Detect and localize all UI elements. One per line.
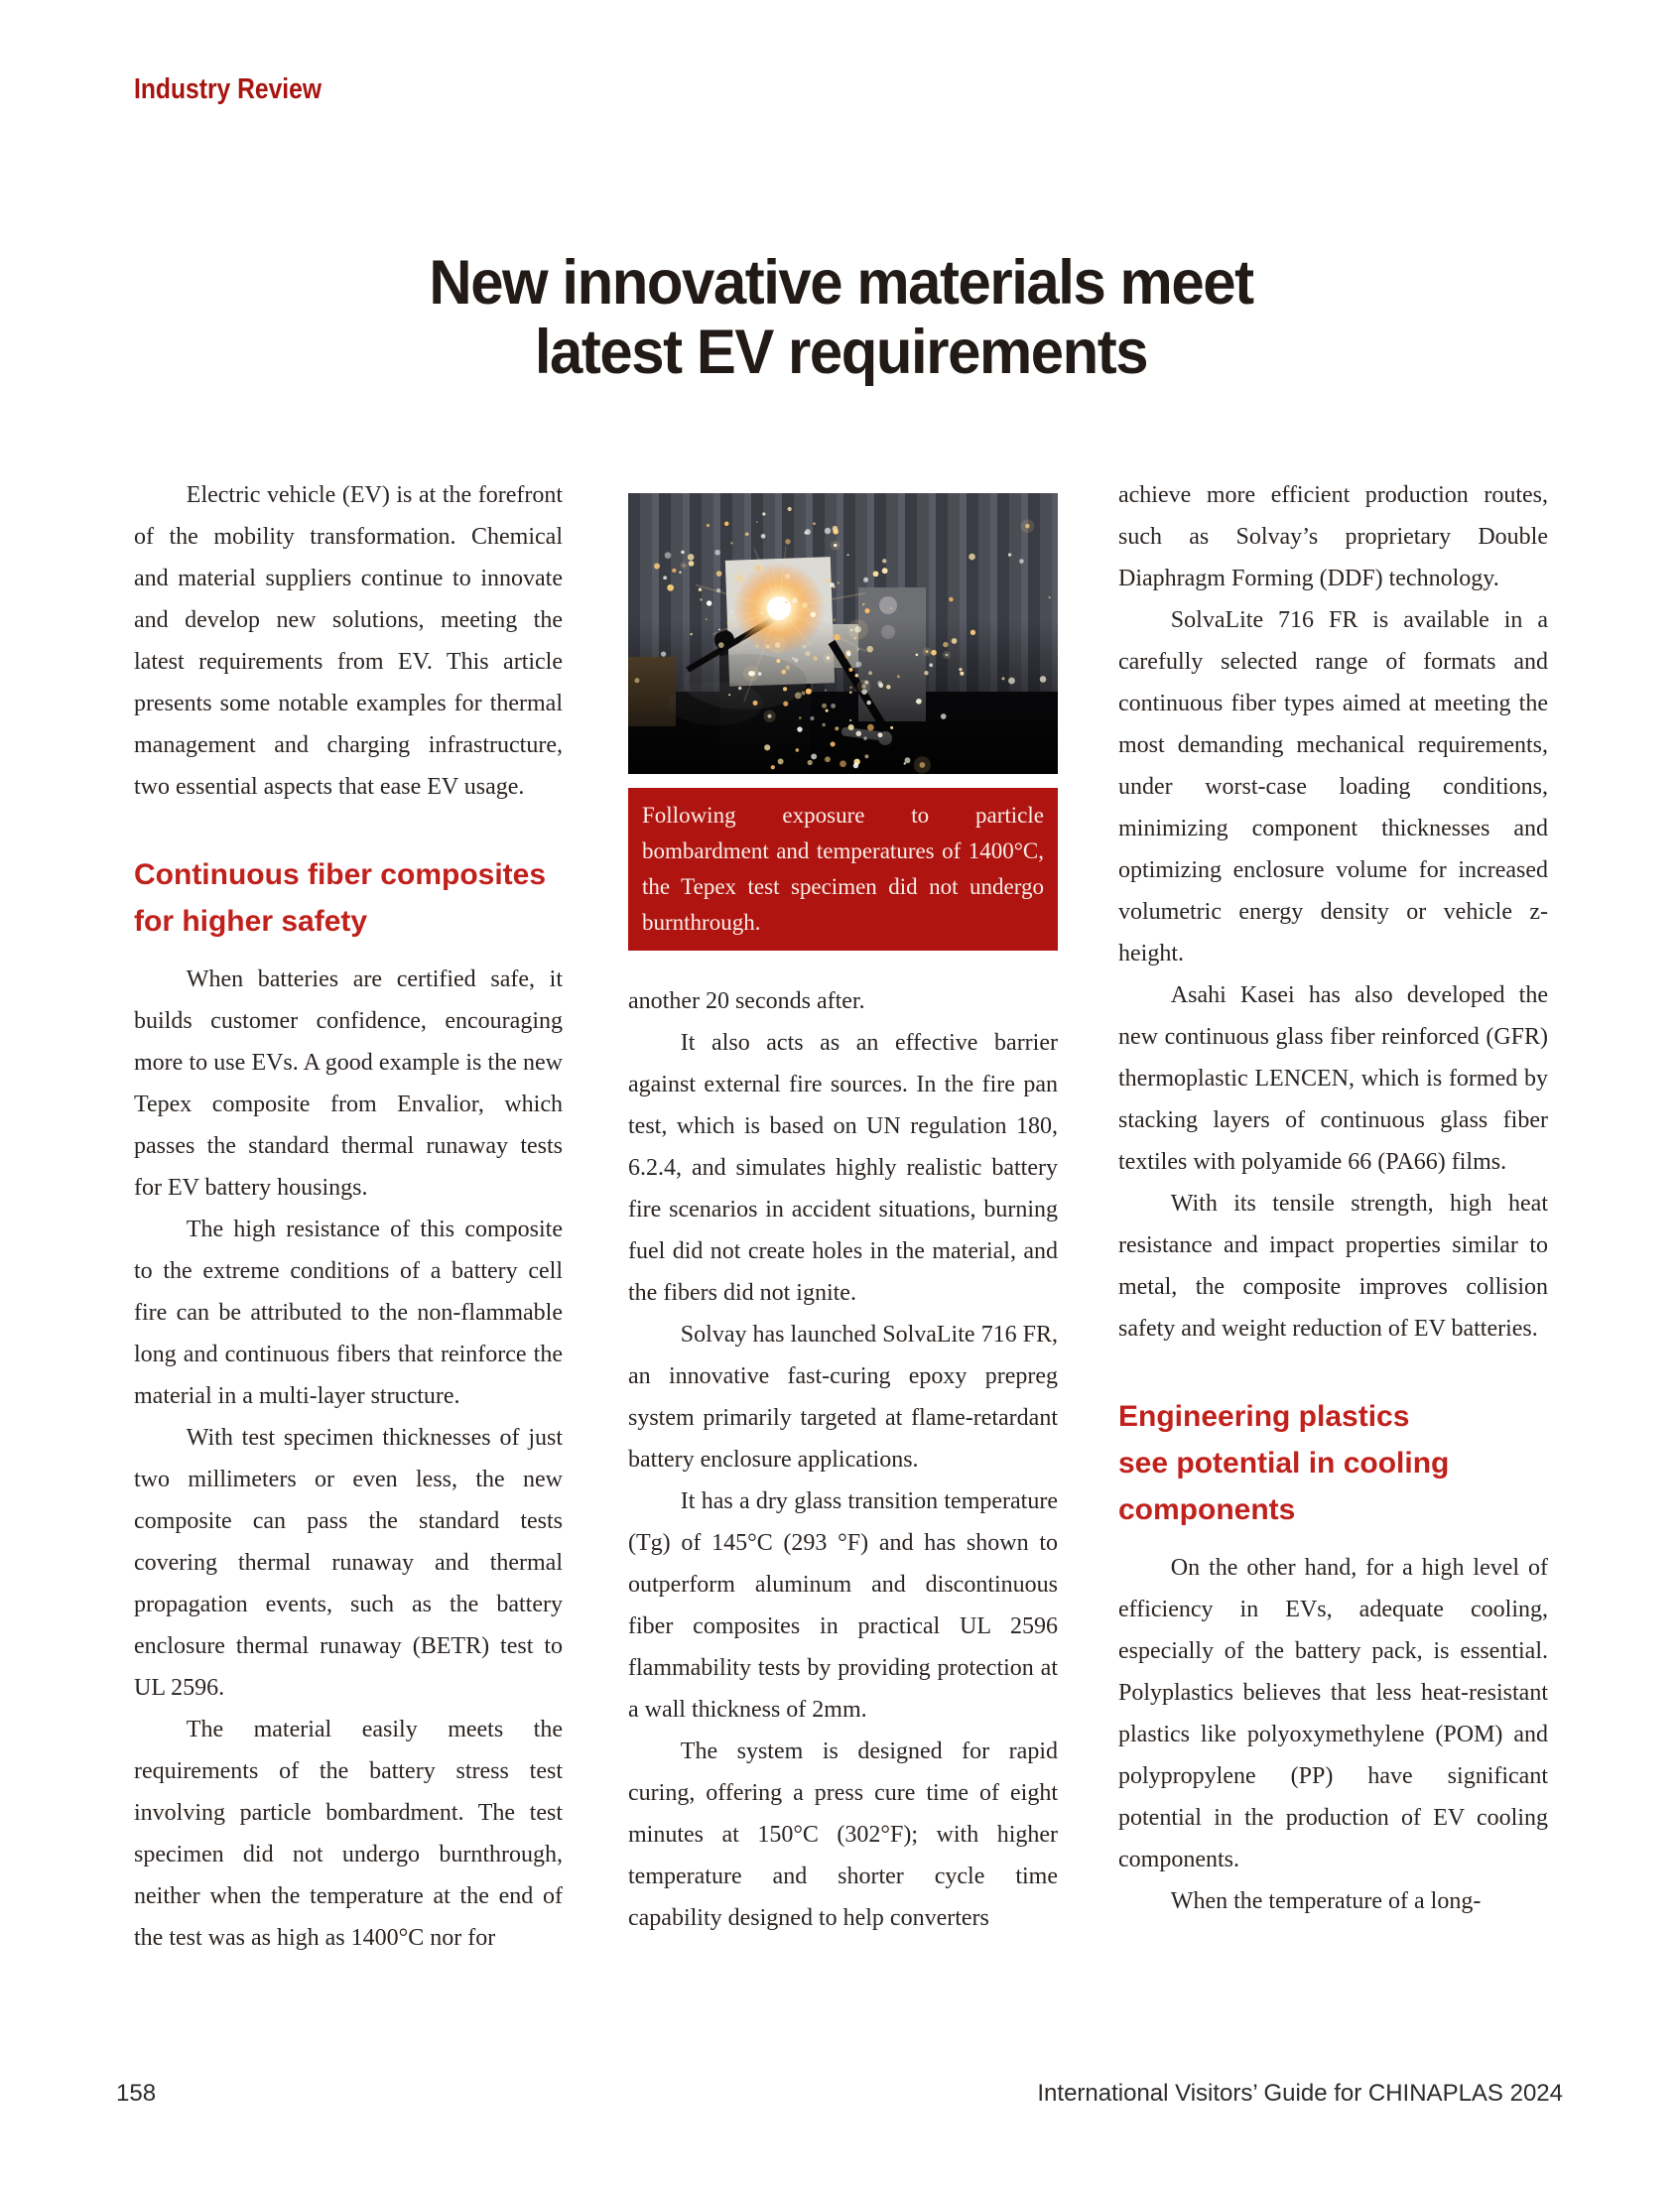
section-heading-engineering-plastics [1118,1393,1548,1533]
paragraph-intro: Electric vehicle (EV) is at the forefront of the mobility transformation. Chemical and material suppliers continue to innovate and develop new solutions, meeting the latest requirements from EV. This article presents some notable examples for thermal management and charging infrastructure, two essential aspects that ease EV usage. [134,482,563,800]
paragraph: The high resistance of this composite to the extreme conditions of a battery cell fire can be attributed to the non-flammable long and continuous fibers that reinforce the material in a multi-layer structure. [134,1217,563,1409]
footer-publication-title: International Visitors’ Guide for CHINAPLAS 2024 [1037,2080,1563,2107]
photo-caption: Following exposure to particle bombardment and temperatures of 1400°C, the Tepex test specimen did not undergo burnthrough. [628,788,1058,951]
paragraph: It has a dry glass transition temperature (Tg) of 145°C (293 °F) and has shown to outperform aluminum and discontinuous fiber composites in practical UL 2596 flammability tests by providing protection at a wall thickness of 2mm. [628,1488,1058,1723]
paragraph: Solvay has launched SolvaLite 716 FR, an innovative fast-curing epoxy prepreg system primarily targeted at flame-retardant battery enclosure applications. [628,1322,1058,1473]
paragraph: With its tensile strength, high heat resistance and impact properties similar to metal, the composite improves collision safety and weight reduction of EV batteries. [1118,1191,1548,1342]
text-column-3 [1118,474,1548,1922]
paragraph: Asahi Kasei has also developed the new continuous glass fiber reinforced (GFR) thermoplastic LENCEN, which is formed by stacking layers of continuous glass fiber textiles with polyamide 66 (PA66) films. [1118,982,1548,1175]
paragraph: With test specimen thicknesses of just two millimeters or even less, the new composite can pass the standard tests covering thermal runaway and thermal propagation events, such as the battery enclosure thermal runaway (BETR) test to UL 2596. [134,1425,563,1701]
spark-test-photo [628,493,1058,774]
heading-line: components [1118,1493,1296,1526]
article-title [170,248,1513,387]
paragraph: The system is designed for rapid curing, offering a press cure time of eight minutes at 150°C (302°F); with higher temperature and shorter cycle time capability designed to help converters [628,1738,1058,1931]
page-number: 158 [116,2080,157,2107]
paragraph: When the temperature of a long- [1170,1888,1482,1914]
paragraph-continuation: another 20 seconds after. [628,988,865,1014]
paragraph: On the other hand, for a high level of efficiency in EVs, adequate cooling, especially of the battery pack, is essential. Polyplastics believes that less heat-resistant plastics like polyoxymethylene (POM) and polypropylene (PP) have significant potential in the production of EV cooling components. [1118,1555,1548,1872]
heading-line: Continuous fiber composites [134,858,547,891]
paragraph-continuation: achieve more efficient production routes, such as Solvay’s proprietary Double Diaphragm Forming (DDF) technology. [1118,482,1548,591]
paragraph: The material easily meets the requirements of the battery stress test involving particle bombardment. The test specimen did not undergo burnthrough, neither when the temperature at the end of the test was as high as 1400°C nor for [134,1717,563,1951]
section-kicker: Industry Review [134,73,323,105]
text-column-2 [628,493,1058,1939]
article-title-line-2: latest EV requirements [534,318,1148,387]
spark-test-photo-graphic [628,493,1058,774]
text-column-1 [134,474,563,1959]
heading-line: for higher safety [134,905,368,938]
section-heading-continuous-fiber-composites [134,851,563,945]
heading-line: Engineering plastics [1118,1400,1410,1433]
paragraph: It also acts as an effective barrier against external fire sources. In the fire pan test, which is based on UN regulation 180, 6.2.4, and simulates highly realistic battery fire scenarios in accident situations, burning fuel did not create holes in the material, and the fibers did not ignite. [628,1030,1058,1306]
paragraph: When batteries are certified safe, it builds customer confidence, encouraging more to use EVs. A good example is the new Tepex composite from Envalior, which passes the standard thermal runaway tests for EV battery housings. [134,966,563,1201]
paragraph: SolvaLite 716 FR is available in a carefully selected range of formats and continuous fiber types aimed at meeting the most demanding mechanical requirements, under worst-case loading conditions, minimizing component thicknesses and optimizing enclosure volume for increased volumetric energy density or vehicle z-height. [1118,607,1548,966]
article-title-line-1: New innovative materials meet [429,248,1253,318]
heading-line: see potential in cooling [1118,1447,1450,1480]
